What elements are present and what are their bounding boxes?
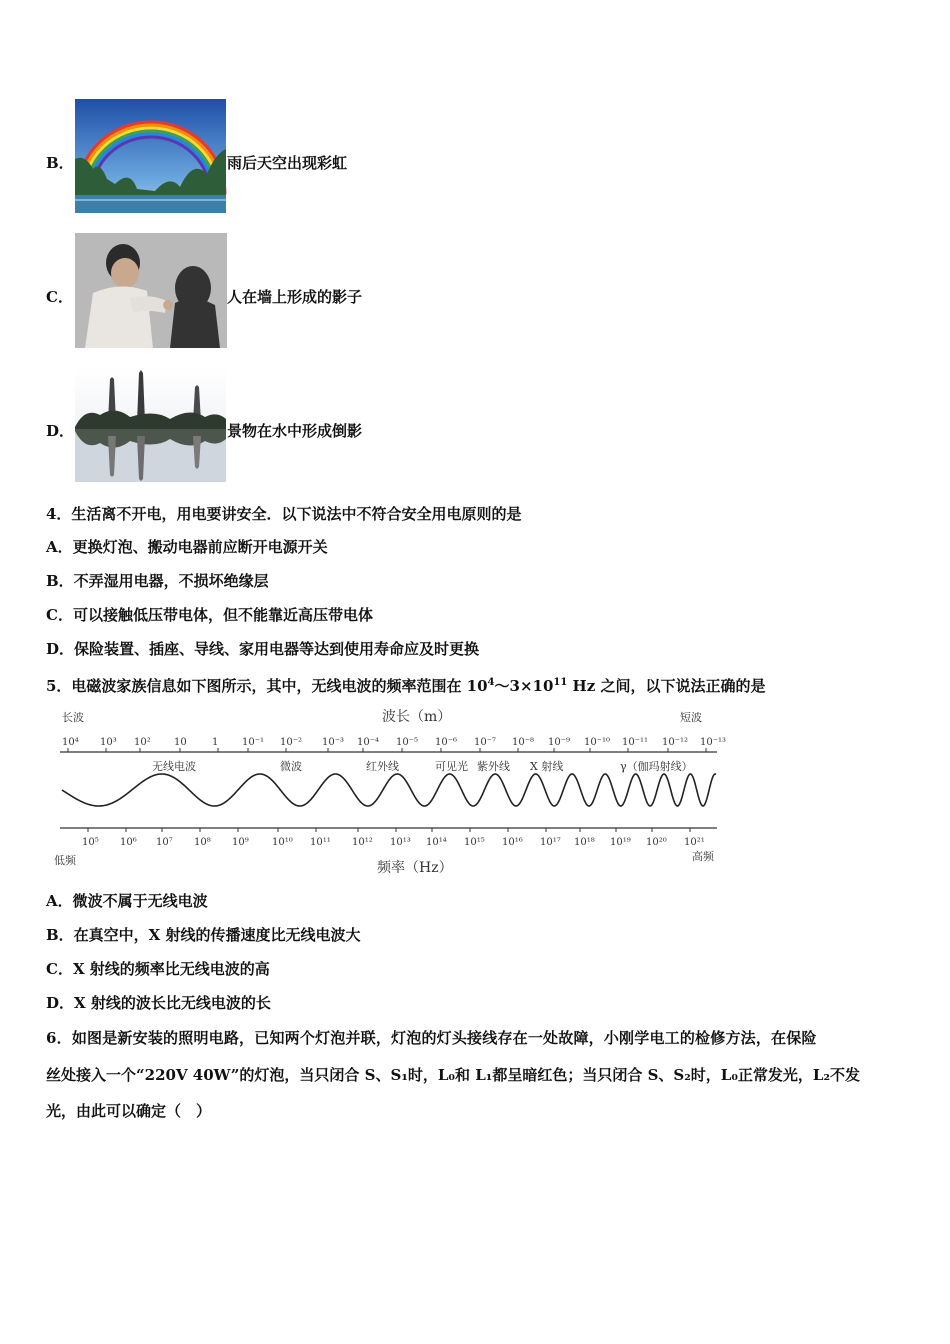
band-label: γ（伽玛射线） <box>620 760 693 773</box>
band-label: 紫外线 <box>477 760 510 773</box>
q5-stem-suffix: Hz 之间，以下说法正确的是 <box>567 677 766 695</box>
q5-stem-mid: ～3×10 <box>494 677 554 695</box>
frequency-tick-label: 10¹² <box>352 837 373 848</box>
wavelength-tick-label: 10⁴ <box>62 737 79 748</box>
frequency-ticks <box>82 828 705 848</box>
frequency-tick-label: 10¹⁴ <box>426 837 447 848</box>
q5-stem <box>46 673 765 696</box>
q6-line-1: 6．如图是新安装的照明电路，已知两个灯泡并联，灯泡的灯头接线存在一处故障，小刚学电工的检修方法，在保险 <box>46 1029 817 1047</box>
wavelength-tick-label: 10⁻⁷ <box>474 737 497 748</box>
band-labels <box>152 759 693 773</box>
frequency-tick-label: 10⁵ <box>82 837 99 848</box>
q5-stem-exp1: 4 <box>487 677 495 688</box>
wavelength-tick-label: 10⁻³ <box>322 737 345 748</box>
frequency-tick-label: 10⁸ <box>194 837 211 848</box>
frequency-tick-label: 10²¹ <box>684 837 705 848</box>
shadow-photo <box>75 233 227 348</box>
q5-option-a: A．微波不属于无线电波 <box>46 892 208 910</box>
band-label: 红外线 <box>366 760 399 773</box>
long-wave-label: 长波 <box>62 711 84 724</box>
wavelength-tick-label: 10³ <box>100 737 117 748</box>
q5-option-d: D．X 射线的波长比无线电波的长 <box>46 994 271 1012</box>
wavelength-tick-label: 10 <box>174 737 187 748</box>
q5-stem-prefix: 5．电磁波家族信息如下图所示，其中，无线电波的频率范围在 10 <box>46 677 488 695</box>
option-letter: B． <box>46 154 74 172</box>
short-wave-label: 短波 <box>680 711 702 724</box>
wavelength-tick-label: 10⁻⁴ <box>357 737 380 748</box>
q5-option-b: B．在真空中，X 射线的传播速度比无线电波大 <box>46 926 361 944</box>
wavelength-tick-label: 10² <box>134 737 151 748</box>
band-label: 微波 <box>280 760 302 773</box>
option-letter: D． <box>46 422 75 440</box>
option-text: 雨后天空出现彩虹 <box>227 154 348 172</box>
wavelength-tick-label: 10⁻¹² <box>662 737 689 748</box>
wavelength-tick-label: 1 <box>212 737 219 748</box>
frequency-tick-label: 10²⁰ <box>646 837 667 848</box>
reflection-photo <box>75 367 226 482</box>
q4-stem: 4．生活离不开电，用电要讲安全．以下说法中不符合安全用电原则的是 <box>46 505 522 523</box>
q6-line-3: 光，由此可以确定（ ） <box>46 1102 212 1120</box>
frequency-tick-label: 10¹⁸ <box>574 837 595 848</box>
wavelength-tick-label: 10⁻⁶ <box>435 737 458 748</box>
frequency-tick-label: 10⁹ <box>232 837 249 848</box>
frequency-tick-label: 10¹⁹ <box>610 837 631 848</box>
q4-option-a: A．更换灯泡、搬动电器前应断开电源开关 <box>46 538 328 556</box>
q5-stem-exp2: 11 <box>553 677 568 688</box>
frequency-tick-label: 10¹⁶ <box>502 837 523 848</box>
q4-option-c: C．可以接触低压带电体，但不能靠近高压带电体 <box>46 606 373 624</box>
frequency-tick-label: 10¹⁵ <box>464 837 485 848</box>
frequency-tick-label: 10⁷ <box>156 837 173 848</box>
low-freq-label: 低频 <box>54 854 76 867</box>
q4-option-d: D．保险装置、插座、导线、家用电器等达到使用寿命应及时更换 <box>46 640 480 658</box>
option-text: 人在墙上形成的影子 <box>227 288 363 306</box>
frequency-tick-label: 10⁶ <box>120 837 137 848</box>
wavelength-tick-label: 10⁻¹¹ <box>622 737 649 748</box>
frequency-title: 频率（Hz） <box>377 860 453 876</box>
wavelength-ticks <box>62 737 726 752</box>
option-letter: C． <box>46 288 73 306</box>
q6-line-2: 丝处接入一个“220V 40W”的灯泡，当只闭合 S、S₁时，L₀和 L₁都呈暗红色；当只闭合 S、S₂时，L₀正常发光，L₂不发 <box>46 1066 861 1084</box>
option-text: 景物在水中形成倒影 <box>227 422 363 440</box>
q4-option-b: B．不弄湿用电器，不损坏绝缘层 <box>46 572 269 590</box>
frequency-tick-label: 10¹¹ <box>310 837 331 848</box>
band-label: X 射线 <box>530 760 564 773</box>
wavelength-tick-label: 10⁻² <box>280 737 303 748</box>
frequency-tick-label: 10¹⁰ <box>272 837 293 848</box>
q5-option-c: C．X 射线的频率比无线电波的高 <box>46 960 270 978</box>
wavelength-tick-label: 10⁻¹³ <box>700 737 727 748</box>
wavelength-tick-label: 10⁻⁵ <box>396 737 419 748</box>
frequency-tick-label: 10¹⁷ <box>540 837 561 848</box>
wavelength-tick-label: 10⁻⁸ <box>512 737 535 748</box>
rainbow-photo <box>75 99 226 213</box>
wavelength-tick-label: 10⁻¹ <box>242 737 265 748</box>
high-freq-label: 高频 <box>692 850 714 863</box>
band-label: 无线电波 <box>152 760 196 773</box>
band-label: 可见光 <box>435 760 468 773</box>
em-wave-curve <box>62 774 716 806</box>
wavelength-tick-label: 10⁻⁹ <box>548 737 571 748</box>
frequency-tick-label: 10¹³ <box>390 837 411 848</box>
wavelength-title: 波长（m） <box>382 709 452 725</box>
em-spectrum-diagram <box>52 704 727 880</box>
wavelength-tick-label: 10⁻¹⁰ <box>584 737 611 748</box>
